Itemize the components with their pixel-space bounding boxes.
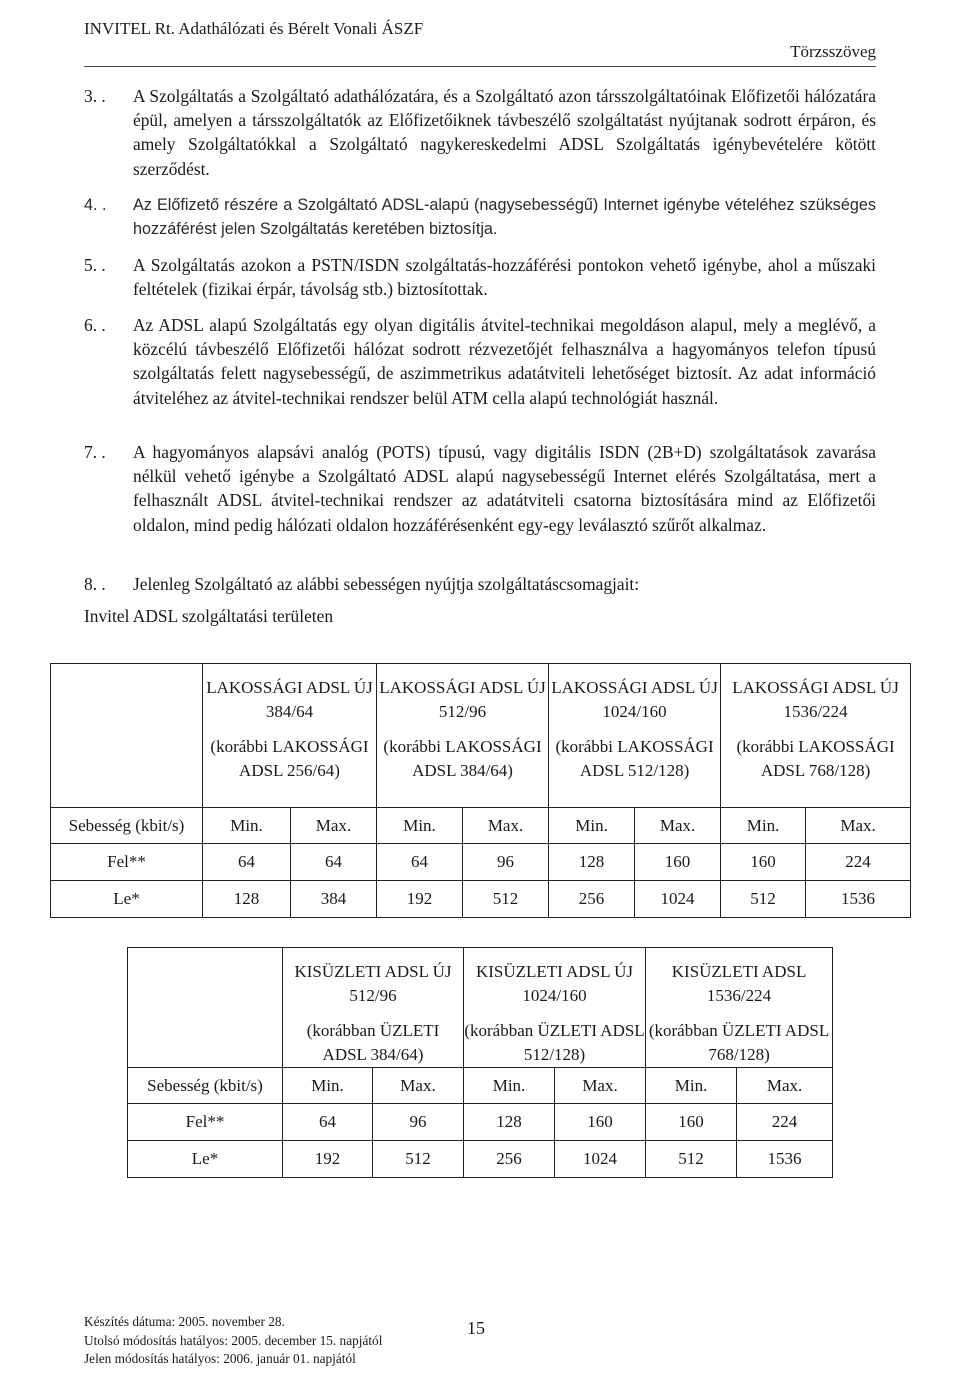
table-cell: Max.: [291, 808, 377, 844]
package-header: [203, 664, 377, 808]
last-modified-date: Utolsó módosítás hatályos: 2005. december 15. napjától: [84, 1332, 383, 1348]
package-header: [464, 948, 646, 1068]
table-cell: Min.: [549, 808, 635, 844]
table-cell: Max.: [373, 1068, 464, 1104]
table-cell: 512: [463, 881, 549, 918]
package-name: KISÜZLETI ADSL ÚJ 512/96: [294, 962, 452, 1005]
paragraph-text: Jelenleg Szolgáltató az alábbi sebességen nyújtja szolgáltatáscsomagjait:: [133, 574, 640, 594]
header-rule: [84, 66, 876, 67]
package-header: [377, 664, 549, 808]
table-cell: 384: [291, 881, 377, 918]
table-cell: 64: [203, 844, 291, 881]
row-label: Sebesség (kbit/s): [128, 1068, 283, 1104]
package-header: [549, 664, 721, 808]
footer-dates: [84, 1313, 382, 1369]
page-number: 15: [467, 1318, 485, 1338]
row-label: Le*: [128, 1141, 283, 1178]
table-cell: 224: [806, 844, 911, 881]
table-cell: Max.: [463, 808, 549, 844]
table-cell: 512: [646, 1141, 737, 1178]
table-cell: 160: [721, 844, 806, 881]
section-label: Törzsszöveg: [790, 42, 876, 61]
package-former-name: (korábbi LAKOSSÁGI ADSL 512/128): [555, 737, 714, 780]
created-date: Készítés dátuma: 2005. november 28.: [84, 1314, 285, 1329]
package-former-name: (korábbi LAKOSSÁGI ADSL 384/64): [383, 737, 542, 780]
table-subtitle: Invitel ADSL szolgáltatási területen: [84, 606, 334, 626]
table-cell: 192: [283, 1141, 373, 1178]
paragraph-number: 6. .: [84, 315, 106, 335]
empty-corner-cell: [128, 948, 283, 1068]
table-cell: 192: [377, 881, 463, 918]
table-cell: 512: [721, 881, 806, 918]
table-row: [128, 1141, 833, 1178]
paragraph-text: A hagyományos alapsávi analóg (POTS) típusú, vagy digitális ISDN (2B+D) szolgáltatások zavarása nélkül vehető igénybe a Szolgáltató ADSL alapú nagysebességű Internet elérés Szolgáltatása, mert a felhasznált ADSL átvitel-technikai rendszer az adatátviteli csatorna biztosítására mind az Előfizetői oldalon, mind pedig hálózati oldalon hozzáférésenként egy-egy leválasztó szűrőt alkalmaz.: [133, 442, 876, 535]
package-header: [283, 948, 464, 1068]
package-name: LAKOSSÁGI ADSL ÚJ 1536/224: [732, 678, 899, 721]
row-label: Sebesség (kbit/s): [51, 808, 203, 844]
row-label: Fel**: [128, 1104, 283, 1141]
table-cell: 128: [203, 881, 291, 918]
table-cell: 96: [463, 844, 549, 881]
table-cell: Min.: [464, 1068, 555, 1104]
current-modified-date: Jelen módosítás hatályos: 2006. január 01. napjától: [84, 1351, 356, 1366]
table-row: [51, 844, 911, 881]
table-row: [128, 1068, 833, 1104]
table-cell: Min.: [646, 1068, 737, 1104]
package-name: LAKOSSÁGI ADSL ÚJ 1024/160: [551, 678, 718, 721]
paragraph-text: Az Előfizető részére a Szolgáltató ADSL-alapú (nagysebességű) Internet igénybe vételéhez szükséges hozzáférést jelen Szolgáltatás keretében biztosítja.: [133, 196, 876, 239]
table-cell: 64: [291, 844, 377, 881]
paragraph-text: A Szolgáltatás azokon a PSTN/ISDN szolgáltatás-hozzáférési pontokon vehető igénybe, ahol a műszaki feltételek (fizikai érpár, távolság stb.) biztosítottak.: [133, 255, 876, 300]
package-header: [721, 664, 911, 808]
document-title: INVITEL Rt. Adathálózati és Bérelt Vonali ÁSZF: [84, 19, 424, 38]
table-cell: 1024: [635, 881, 721, 918]
paragraph-number: 4. .: [84, 196, 107, 214]
residential-speed-table: [50, 663, 911, 918]
paragraph-number: 3. .: [84, 86, 106, 106]
package-name: LAKOSSÁGI ADSL ÚJ 384/64: [206, 678, 373, 721]
paragraph-number: 7. .: [84, 442, 106, 462]
package-former-name: (korábban ÜZLETI ADSL 768/128): [648, 1021, 830, 1064]
table-cell: 128: [549, 844, 635, 881]
table-cell: 64: [377, 844, 463, 881]
table-cell: 1536: [737, 1141, 833, 1178]
table-cell: Max.: [806, 808, 911, 844]
package-former-name: (korábban ÜZLETI ADSL 384/64): [306, 1021, 440, 1064]
package-former-name: (korábbi LAKOSSÁGI ADSL 768/128): [736, 737, 895, 780]
table-cell: 96: [373, 1104, 464, 1141]
paragraph-text: Az ADSL alapú Szolgáltatás egy olyan digitális átvitel-technikai megoldáson alapul, mely a meglévő, a közcélú távbeszélő Előfizetői hálózat sodrott rézvezetőjét felhasználva a hagyományos telefon típusú szolgáltatás felett nagysebességű, de aszimmetrikus adatátviteli lehetőséget biztosít. Az adat információ átviteléhez az átvitel-technikai rendszer belül ATM cella alapú technológiát használ.: [133, 315, 876, 408]
package-name: LAKOSSÁGI ADSL ÚJ 512/96: [379, 678, 546, 721]
table-cell: Min.: [721, 808, 806, 844]
package-former-name: (korábbi LAKOSSÁGI ADSL 256/64): [210, 737, 369, 780]
table-cell: 1536: [806, 881, 911, 918]
business-speed-table: [127, 947, 833, 1178]
row-label: Fel**: [51, 844, 203, 881]
row-label: Le*: [51, 881, 203, 918]
table-cell: 160: [555, 1104, 646, 1141]
paragraph-5: [84, 253, 876, 301]
paragraph-8: [84, 572, 876, 596]
table-cell: 224: [737, 1104, 833, 1141]
table-cell: 160: [646, 1104, 737, 1141]
table-cell: Max.: [555, 1068, 646, 1104]
table-cell: Min.: [283, 1068, 373, 1104]
table-cell: 160: [635, 844, 721, 881]
table-row: [51, 808, 911, 844]
package-header: [646, 948, 833, 1068]
table-cell: 1024: [555, 1141, 646, 1178]
table-cell: 128: [464, 1104, 555, 1141]
empty-corner-cell: [51, 664, 203, 808]
table-cell: Max.: [737, 1068, 833, 1104]
table-cell: 512: [373, 1141, 464, 1178]
package-name: KISÜZLETI ADSL 1536/224: [671, 962, 807, 1005]
paragraph-4: [84, 193, 876, 241]
paragraph-6: [84, 313, 876, 410]
paragraph-3: [84, 84, 876, 181]
paragraph-number: 5. .: [84, 255, 106, 275]
paragraph-7: [84, 440, 876, 537]
table-cell: Max.: [635, 808, 721, 844]
table-cell: 256: [549, 881, 635, 918]
table-cell: Min.: [377, 808, 463, 844]
table-row: [128, 1104, 833, 1141]
table-cell: 64: [283, 1104, 373, 1141]
paragraph-number: 8. .: [84, 574, 106, 594]
table-row: [51, 881, 911, 918]
paragraph-text: A Szolgáltatás a Szolgáltató adathálózatára, és a Szolgáltató azon társszolgáltatóinak Előfizetői hálózatára épül, amelyen a társszolgáltatók az Előfizetőiknek távbeszélő szolgáltatást nyújtanak sodrott érpáron, és amely Szolgáltatókkal a Szolgáltató nagykereskedelmi ADSL Szolgáltatás igénybevételére kötött szerződést.: [133, 86, 876, 179]
table-cell: 256: [464, 1141, 555, 1178]
table-cell: Min.: [203, 808, 291, 844]
package-former-name: (korábban ÜZLETI ADSL 512/128): [464, 1021, 645, 1064]
package-name: KISÜZLETI ADSL ÚJ 1024/160: [475, 962, 634, 1005]
